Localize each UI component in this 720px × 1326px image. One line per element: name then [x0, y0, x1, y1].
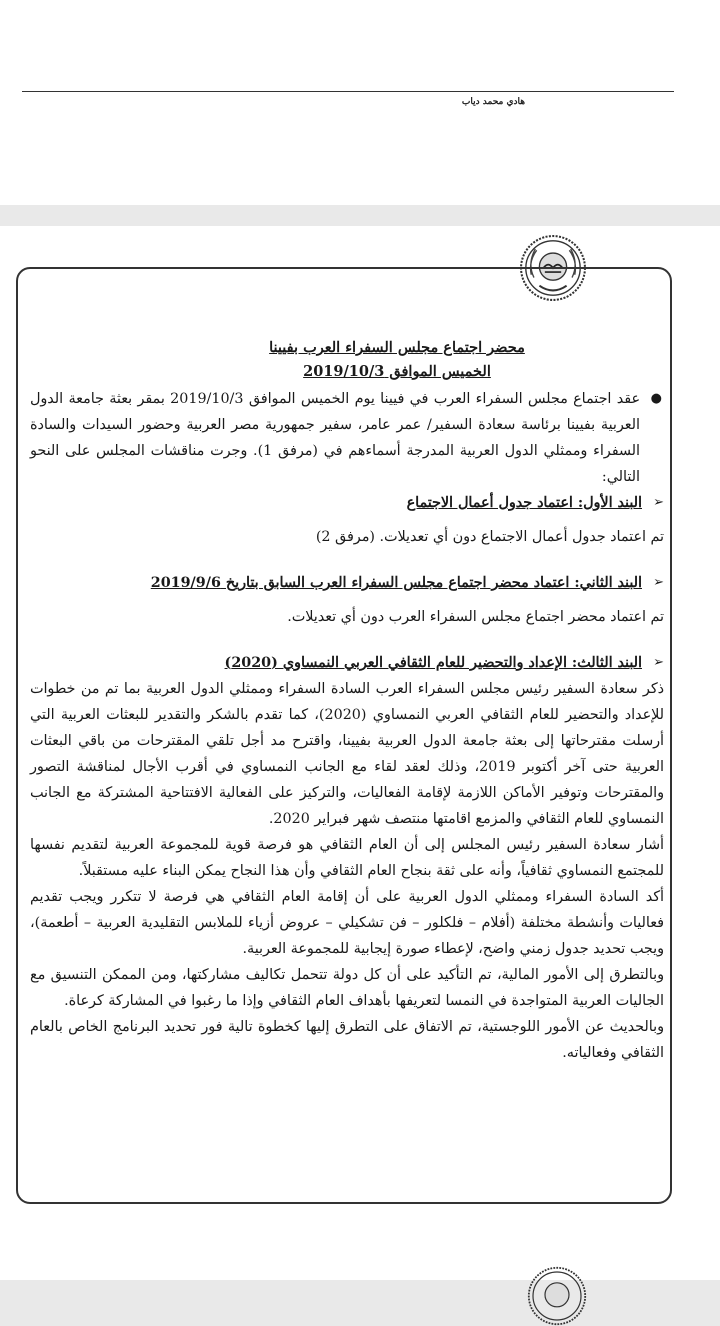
- arrow-bullet-icon: ➢: [653, 495, 664, 510]
- item1-heading-text: البند الأول: اعتماد جدول أعمال الاجتماع: [406, 495, 642, 511]
- item3-heading-text: البند الثالث: الإعداد والتحضير للعام الثقافي العربي النمساوي (2020): [224, 655, 642, 671]
- author-name: هادي محمد دياب: [461, 97, 525, 107]
- item2-heading: [30, 570, 664, 596]
- arrow-bullet-icon: ➢: [653, 655, 664, 670]
- previous-page: [0, 0, 720, 205]
- item1-text: تم اعتماد جدول أعمال الاجتماع دون أي تعديلات. (مرفق 2): [315, 529, 664, 545]
- intro-paragraph: عقد اجتماع مجلس السفراء العرب في فيينا يوم الخميس الموافق 2019/10/3 بمقر بعثة جامعة الدول العربية بفيينا برئاسة سعادة السفير/ عمر عامر، سفير جمهورية مصر العربية وحضور السيدات والسادة السفراء وممثلي الدول العربية المدرجة أسماءهم في (مرفق 1). وجرت مناقشات المجلس على النحو التالي:: [30, 391, 641, 485]
- bullet-icon: ●: [650, 391, 662, 406]
- header-rule: [22, 91, 674, 92]
- item3-paragraph: وبالتطرق إلى الأمور المالية، تم التأكيد على أن كل دولة تتحمل تكاليف مشاركتها، ومن الممكن التنسيق مع الجاليات العربية المتواجدة في النمسا لتعريفها بأهداف العام الثقافي وإذا ما رغبوا في المشاركة كرعاة.: [30, 967, 664, 1009]
- document-page: [0, 226, 720, 1280]
- item3-paragraph: أكد السادة السفراء وممثلي الدول العربية على أن إقامة العام الثقافي هي فرصة لا تتكرر ويجب تقديم فعاليات وأنشطة مختلفة (أفلام – فلكلور – فن تشكيلي – عروض أزياء للملابس التقليدية العربية – أطعمة)، ويجب تحديد جدول زمني واضح، لإعطاء صورة إيجابية للمجموعة العربية.: [30, 889, 664, 957]
- item3-paragraph: وبالحديث عن الأمور اللوجستية، تم الاتفاق على التطرق إليها كخطوة تالية فور تحديد البرنامج الخاص بالعام الثقافي وفعالياته.: [30, 1019, 664, 1061]
- item2-text: تم اعتماد محضر اجتماع مجلس السفراء العرب دون أي تعديلات.: [287, 609, 664, 625]
- item3-heading: [30, 650, 664, 676]
- document-content: [30, 336, 664, 1066]
- arrow-bullet-icon: ➢: [653, 575, 664, 590]
- item3-paragraph: ذكر سعادة السفير رئيس مجلس السفراء العرب السادة السفراء وممثلي الدول العربية بما تم من خطوات للإعداد والتحضير للعام الثقافي العربي النمساوي (2020)، كما تقدم بالشكر والتقدير للبعثات العربية التي أرسلت مقترحاتها إلى بعثة جامعة الدول العربية بفيينا، واقترح مد أجل تلقي المقترحات من باقي البعثات العربية حتى آخر أكتوبر 2019، وذلك لعقد لقاء مع الجانب النمساوي في أقرب الأجال لمناقشة التصور والمقترحات وتوفير الأماكن اللازمة لإقامة الفعاليات، والتركيز على الفعالية الافتتاحية المشتركة مع الجانب النمساوي للعام الثقافي والمزمع اقامتها منتصف شهر فبراير 2020.: [30, 681, 664, 827]
- document-title: محضر اجتماع مجلس السفراء العرب بفيينا: [269, 339, 525, 356]
- intro-bullet: [30, 386, 664, 490]
- document-date: الخميس الموافق 2019/10/3: [303, 363, 491, 380]
- item1-heading: [30, 490, 664, 516]
- item2-heading-text: البند الثاني: اعتماد محضر اجتماع مجلس السفراء العرب السابق بتاريخ 2019/9/6: [150, 575, 642, 591]
- item3-paragraph: أشار سعادة السفير رئيس المجلس إلى أن العام الثقافي هو فرصة قوية للمجموعة العربية لتقديم نفسها للمجتمع النمساوي ثقافياً، وأنه على ثقة بنجاح العام الثقافي وأن هذا النجاح يمكن البناء عليه مستقبلاً.: [30, 837, 664, 879]
- arab-league-emblem-icon: [527, 1266, 587, 1326]
